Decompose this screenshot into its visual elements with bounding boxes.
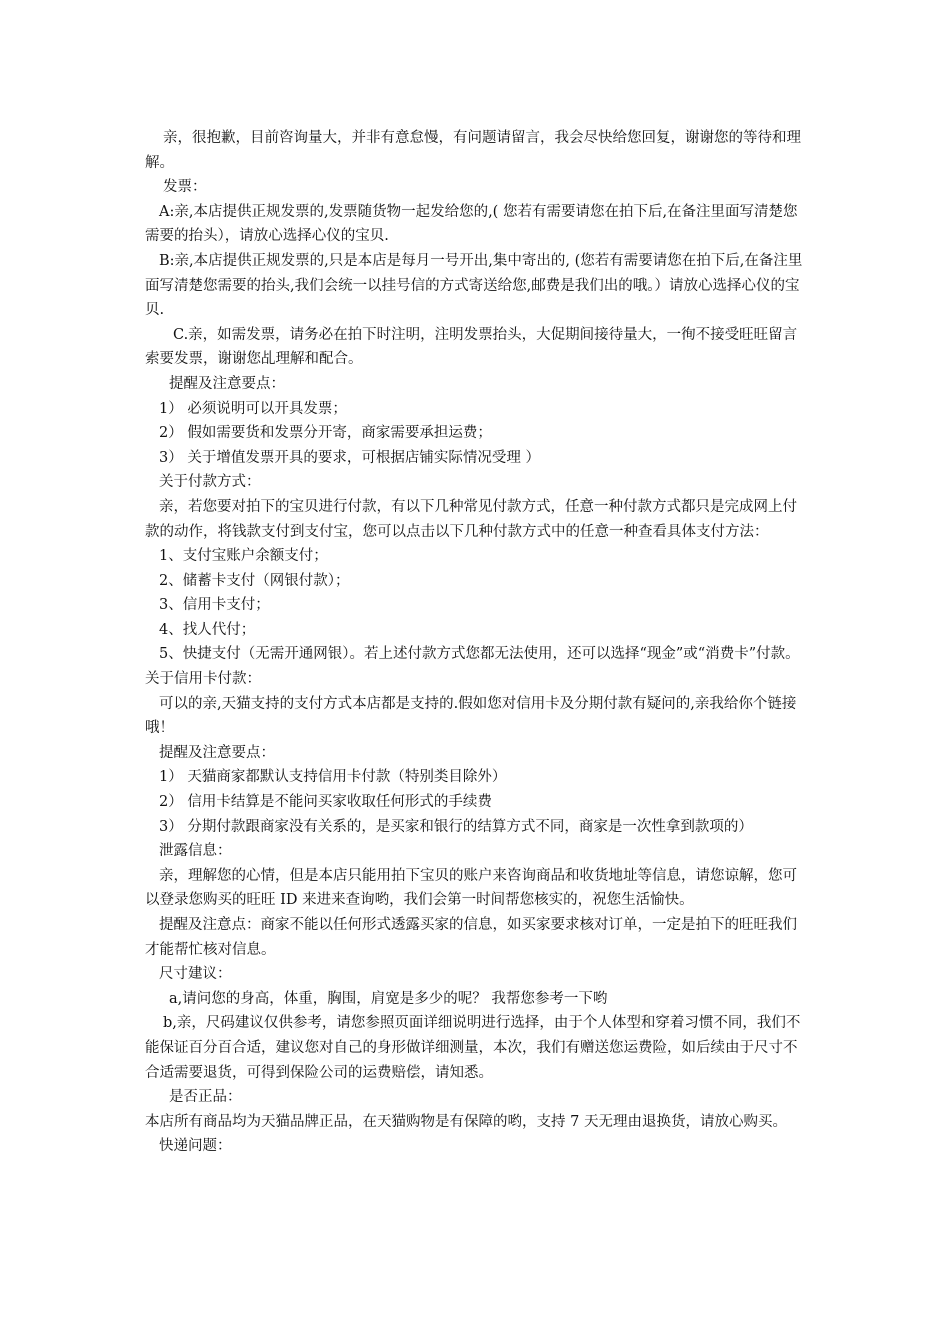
invoice-heading: 发票： xyxy=(163,179,207,196)
privacy-heading: 泄露信息： xyxy=(159,843,232,860)
payment-notes-heading: 提醒及注意要点： xyxy=(159,744,275,761)
authenticity-heading: 是否正品： xyxy=(169,1089,242,1106)
invoice-option-b: B:亲,本店提供正规发票的,只是本店是每月一号开出,集中寄出的, (您若有需要请您在拍下后,在备注里面写清楚您需要的抬头,我们会统一以挂号信的方式寄送给您,邮费是我们出的哦。）请放心选择心仪的宝贝. xyxy=(145,252,803,319)
payment-method-3: 3、信用卡支付； xyxy=(159,597,270,614)
privacy-answer: 亲，理解您的心情，但是本店只能用拍下宝贝的账户来咨询商品和收货地址等信息，请您谅解，您可以登录您购买的旺旺 ID 来进来查询哟，我们会第一时间帮您核实的，祝您生活愉快。 xyxy=(145,867,797,909)
payment-note-2: 2） 信用卡结算是不能问买家收取任何形式的手续费 xyxy=(159,794,492,811)
size-answer-a: a,请问您的身高，体重，胸围，肩宽是多少的呢？ 我帮您参考一下哟 xyxy=(169,990,608,1007)
payment-note-1: 1） 天猫商家都默认支持信用卡付款（特别类目除外） xyxy=(159,769,507,786)
credit-card-answer: 可以的亲,天猫支持的支付方式本店都是支持的.假如您对信用卡及分期付款有疑问的,亲我给你个链接哦！ xyxy=(145,695,797,737)
payment-intro: 亲，若您要对拍下的宝贝进行付款，有以下几种常见付款方式，任意一种付款方式都只是完成网上付款的动作，将钱款支付到支付宝，您可以点击以下几种付款方式中的任意一种查看具体支付方法： xyxy=(145,498,797,540)
size-answer-b: b,亲，尺码建议仅供参考，请您参照页面详细说明进行选择，由于个人体型和穿着习惯不同，我们不能保证百分百合适，建议您对自己的身形做详细测量，本次，我们有赠送您运费险，如后续由于尺寸不合适需要退货，可得到保险公司的运费赔偿，请知悉。 xyxy=(145,1015,801,1081)
invoice-option-c: C.亲，如需发票，请务必在拍下时注明，注明发票抬头，大促期间接待量大，一徇不接受旺旺留言索要发票，谢谢您乩理解和配合。 xyxy=(145,326,798,368)
payment-method-1: 1、支付宝账户余额支付； xyxy=(159,548,328,565)
authenticity-answer: 本店所有商品均为天猫品牌正品，在天猫购物是有保障的哟，支持 7 天无理由退换货，请放心购买。 xyxy=(145,1113,787,1130)
payment-heading: 关于付款方式： xyxy=(159,474,261,491)
payment-method-5: 5、快捷支付（无需开通网银）。若上述付款方式您都无法使用，还可以选择“现金”或“消费卡”付款。 关于信用卡付款： xyxy=(145,646,800,688)
invoice-note-1: 1） 必须说明可以开具发票； xyxy=(159,400,347,417)
shipping-heading: 快递问题： xyxy=(159,1138,232,1155)
payment-method-2: 2、储蓄卡支付（网银付款）； xyxy=(159,572,350,589)
payment-method-4: 4、找人代付； xyxy=(159,621,256,638)
invoice-note-3: 3） 关于增值发票开具的要求，可根据店铺实际情况受理 ） xyxy=(159,449,540,466)
invoice-note-2: 2） 假如需要货和发票分开寄，商家需要承担运费； xyxy=(159,425,492,442)
document-body xyxy=(145,126,810,1159)
apology-paragraph: 亲，很抱歉，目前咨询量大，并非有意怠慢，有问题请留言，我会尽快给您回复，谢谢您的等待和理解。 xyxy=(145,130,801,171)
invoice-notes-heading: 提醒及注意要点： xyxy=(169,375,285,392)
payment-note-3: 3） 分期付款跟商家没有关系的，是买家和银行的结算方式不同，商家是一次性拿到款项的） xyxy=(159,818,753,835)
size-heading: 尺寸建议： xyxy=(159,966,232,983)
invoice-option-a: A:亲,本店提供正规发票的,发票随货物一起发给您的,( 您若有需要请您在拍下后,在备注里面写清楚您需要的抬头），请放心选择心仪的宝贝. xyxy=(145,203,798,245)
privacy-note: 提醒及注意点：商家不能以任何形式透露买家的信息，如买家要求核对订单，一定是拍下的旺旺我们才能帮忙核对信息。 xyxy=(145,917,797,958)
